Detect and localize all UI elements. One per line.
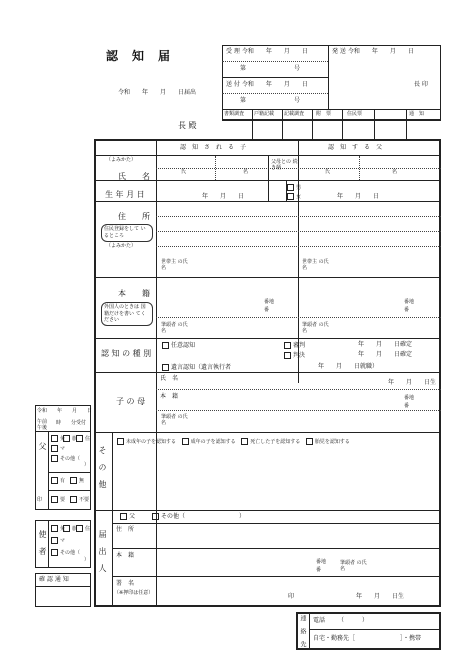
signature-note: （※押印は任意）: [114, 590, 154, 596]
mother-banchi: 番地: [404, 395, 415, 401]
child-birth: 年 月 日: [202, 193, 245, 200]
child-mei: 名: [243, 169, 249, 175]
mid-jyuki-checkbox[interactable]: [76, 525, 83, 532]
mid-passport: 旅: [72, 526, 78, 532]
child-banchi: 番地: [264, 299, 275, 305]
mother-ban: 番: [404, 403, 410, 409]
phone-field[interactable]: （ ）: [338, 617, 369, 624]
reporter-other-checkbox[interactable]: [152, 513, 159, 520]
reporter-father-checkbox[interactable]: [120, 513, 127, 520]
will-appointed: 年 月 日就職）: [318, 363, 379, 370]
mother-name-label: 氏 名: [160, 375, 179, 382]
child-household-head: 世帯主 の氏名: [161, 259, 188, 271]
honseki-note: 外国人のときは 国籍だけを書い てください: [104, 304, 146, 323]
left-other: その他（: [60, 456, 81, 462]
reporter-hittousha: 筆頭者 の氏名: [340, 560, 367, 572]
voluntary-checkbox[interactable]: [162, 342, 169, 349]
left-no: 無: [79, 478, 85, 484]
left-passport-checkbox[interactable]: [63, 435, 70, 442]
other-option-3-checkbox[interactable]: [241, 438, 248, 445]
honseki-label: 本 籍: [118, 289, 150, 298]
check-col-2: 戸籍記載: [254, 111, 275, 117]
other-option-4-checkbox[interactable]: [306, 438, 313, 445]
yomikata-label-2: （よみかた）: [106, 243, 137, 249]
other-option-2: 成年の子を認知する: [190, 439, 236, 445]
reporter-other-label: その他（ ）: [161, 513, 246, 520]
reporter-label: 届 出 人: [98, 530, 107, 572]
left-menkyo-checkbox[interactable]: [51, 435, 58, 442]
father-birth: 年 月 日: [337, 193, 380, 200]
left-yes: 有: [60, 478, 66, 484]
reporter-birth: 年 月 日生: [356, 593, 405, 600]
father-mei: 名: [392, 169, 398, 175]
check-col-1: 書類調査: [224, 111, 245, 117]
child-ban: 番: [264, 307, 270, 313]
male-label: 男: [296, 185, 302, 191]
left-jyuki-checkbox[interactable]: [76, 435, 83, 442]
father-ban: 番: [404, 307, 410, 313]
reporter-honseki-label: 本 籍: [116, 552, 135, 559]
signature-label: 署 名: [116, 580, 135, 587]
address-label: 住 所: [118, 212, 150, 221]
left-father-label: 父: [38, 442, 47, 450]
reception-date: 令和 年 月 日: [37, 408, 93, 414]
male-checkbox[interactable]: [287, 184, 294, 191]
column-child: 認 知 さ れ る 子: [180, 144, 247, 151]
father-banchi: 番地: [404, 299, 415, 305]
mobile-label: ］・携帯: [400, 635, 422, 642]
other-option-4: 胎児を認知する: [314, 439, 350, 445]
left-need: 要: [60, 497, 66, 503]
reporter-ban: 番: [316, 567, 322, 573]
other-option-3: 死亡した子を認知する: [250, 439, 301, 445]
submission-date: 令和 年 月 日届出: [118, 89, 197, 96]
other-label: そ の 他: [98, 446, 107, 488]
left-noneed-checkbox[interactable]: [70, 496, 77, 503]
messenger-label: 使 者: [38, 530, 47, 555]
mid-mynumber: マ: [60, 538, 66, 544]
addressee: 長 殿: [178, 121, 197, 130]
yomikata-label: （よみかた）: [106, 157, 137, 163]
left-no-checkbox[interactable]: [70, 477, 77, 484]
child-sei: 氏: [181, 169, 187, 175]
mid-menkyo: 免: [60, 526, 66, 532]
reporter-father-label: 父: [129, 513, 136, 520]
dispatch-label: 発 送 令和 年 月 日: [332, 48, 414, 55]
left-mynumber-checkbox[interactable]: [51, 445, 58, 452]
mid-other-close: ）: [84, 557, 90, 563]
mother-hittousha: 筆頭者 の氏名: [161, 414, 188, 426]
will-label: 遺言認知（遺言執行者: [171, 364, 232, 371]
contact-label: 連 絡 先: [299, 615, 306, 647]
check-col-5: 住民票: [347, 111, 363, 117]
reception-time: 時 分受付: [56, 420, 87, 426]
received-label: 受 理 令和 年 月 日: [226, 48, 308, 55]
home-work-label: 自宅・勤務先［: [313, 635, 356, 642]
child-hittousha: 筆頭者 の氏名: [161, 322, 188, 334]
voluntary-label: 任意認知: [171, 342, 196, 349]
ninchi-type-label: 認 知 の 種 別: [101, 349, 152, 358]
form-title: 認 知 届: [106, 49, 172, 63]
father-hittousha: 筆頭者 の氏名: [302, 322, 329, 334]
other-option-1: 未成年の子を認知する: [126, 439, 177, 445]
left-need-checkbox[interactable]: [51, 496, 58, 503]
left-passport: 旅: [72, 436, 78, 442]
mother-birth: 年 月 日生: [388, 379, 437, 386]
mid-other: その他（: [60, 550, 81, 556]
female-label: 女: [296, 194, 302, 200]
confirm-label: 確 認 通 知: [39, 576, 69, 583]
reporter-address-label: 住 所: [116, 526, 135, 533]
left-other-close: ）: [84, 462, 90, 468]
mother-label: 子 の 母: [116, 397, 146, 406]
mid-passport-checkbox[interactable]: [63, 525, 70, 532]
column-father: 認 知 す る 父: [328, 144, 383, 151]
received-number: 第 号: [240, 65, 301, 72]
left-noneed: 不要: [79, 497, 90, 503]
trial-finalized: 年 月 日確定: [358, 341, 413, 348]
birth-label: 生 年 月 日: [105, 190, 145, 199]
judgment-finalized: 年 月 日確定: [358, 351, 413, 358]
reporter-banchi: 番地: [316, 559, 327, 565]
signature-seal: 印: [288, 593, 295, 600]
left-menkyo: 免: [60, 436, 66, 442]
reception-ampm: 午前 午後: [37, 419, 48, 431]
other-option-1-checkbox[interactable]: [117, 438, 124, 445]
left-jyuki: 住: [85, 436, 91, 442]
mid-mynumber-checkbox[interactable]: [51, 537, 58, 544]
mid-menkyo-checkbox[interactable]: [51, 525, 58, 532]
mid-other-checkbox[interactable]: [51, 549, 58, 556]
judgment-label: 判決: [293, 352, 306, 359]
father-household-head: 世帯主 の氏名: [302, 259, 329, 271]
sent-number: 第 号: [240, 97, 301, 104]
left-seal: 印: [37, 497, 43, 503]
left-yes-checkbox[interactable]: [51, 477, 58, 484]
address-note: 住民登録をして いるところ: [104, 226, 146, 239]
name-label: 氏 名: [118, 172, 150, 181]
seal-label: 長 印: [414, 81, 428, 88]
main-form: [94, 139, 441, 607]
mother-honseki-label: 本 籍: [160, 393, 179, 400]
relation-label: 父母との 続き柄: [271, 159, 298, 171]
check-col-3: 記載調査: [284, 111, 305, 117]
judgment-checkbox[interactable]: [284, 352, 291, 359]
check-col-4: 附 票: [316, 111, 332, 117]
other-option-2-checkbox[interactable]: [182, 438, 189, 445]
left-other-checkbox[interactable]: [51, 455, 58, 462]
phone-label: 電話: [313, 617, 326, 624]
female-checkbox[interactable]: [287, 193, 294, 200]
left-mynumber: マ: [60, 446, 66, 452]
father-sei: 氏: [325, 169, 331, 175]
mid-jyuki: 住: [85, 526, 91, 532]
will-checkbox[interactable]: [162, 364, 169, 371]
trial-label: 審判: [293, 342, 306, 349]
sent-label: 送 付 令和 年 月 日: [226, 81, 308, 88]
check-col-6: 通 知: [409, 111, 425, 117]
trial-checkbox[interactable]: [284, 342, 291, 349]
